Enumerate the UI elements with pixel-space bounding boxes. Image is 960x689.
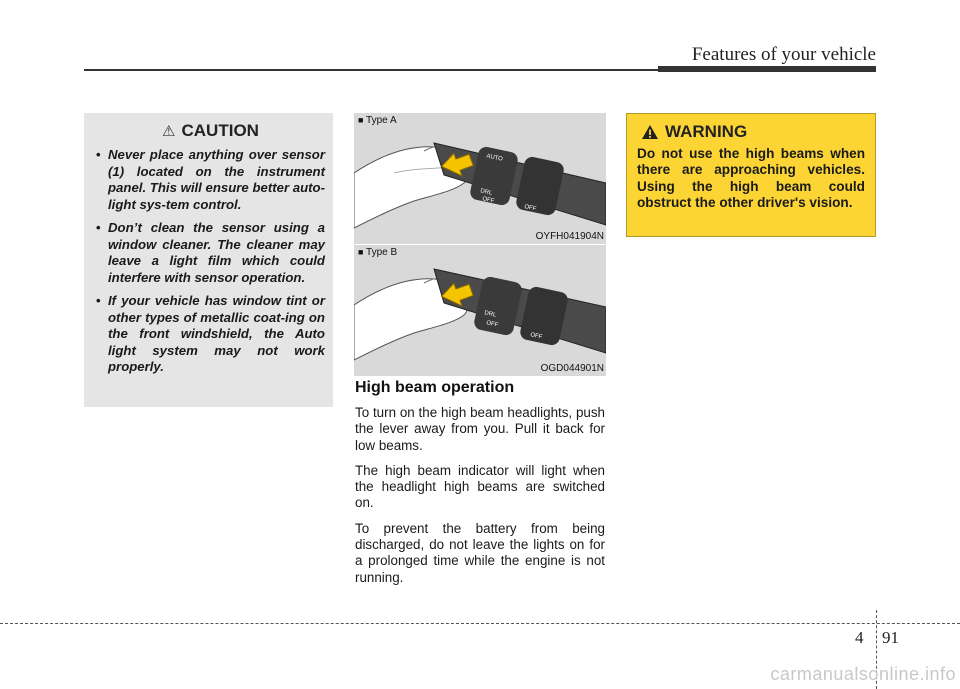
watermark: carmanualsonline.info xyxy=(770,664,956,684)
lever-illustration-b xyxy=(354,245,606,376)
body-paragraph: To turn on the high beam headlights, push the lever away from you. Pull it back for low beams. xyxy=(355,405,605,453)
lever-label: DRL xyxy=(483,310,497,319)
figure-type-a xyxy=(354,113,606,244)
warning-header xyxy=(641,122,865,142)
caution-label: CAUTION xyxy=(181,121,259,140)
figure-code: OGD044901N xyxy=(540,363,604,374)
caution-item: • Don’t clean the sensor using a window cleaner. The cleaner may leave a light film which could interfere with sensor operation. xyxy=(96,220,325,285)
page-number: 91 xyxy=(882,628,899,647)
lever-illustration-a xyxy=(354,113,606,244)
chapter-number: 4 xyxy=(855,628,864,647)
body-paragraph: To prevent the battery from being discharged, do not leave the lights on for a prolonged time while the engine is not running. xyxy=(355,520,605,585)
section-title: High beam operation xyxy=(355,379,515,396)
caution-item: • If your vehicle has window tint or other types of metallic coat-ing on the front windshield, the Auto light system may not work properly. xyxy=(96,293,325,374)
warning-label: WARNING xyxy=(665,122,748,141)
caution-box xyxy=(84,113,333,407)
header-rule-accent xyxy=(658,66,876,72)
header-title: Features of your vehicle xyxy=(691,44,876,65)
figure-type-label: ■ Type A xyxy=(358,115,397,126)
lever-label: OFF xyxy=(485,320,499,329)
warning-box xyxy=(626,113,876,237)
caution-item: • Never place anything over sensor (1) located on the instrument panel. This will ensure better auto-light sys-tem control. xyxy=(96,147,325,212)
caution-triangle-icon: ⚠ xyxy=(162,123,176,140)
caution-header xyxy=(96,121,325,141)
footer-rule xyxy=(0,623,960,624)
lever-label: OFF xyxy=(529,332,543,341)
warning-text: Do not use the high beams when there are approaching vehicles. Using the high beam could obstruct the other driver's vision. xyxy=(637,146,865,211)
warning-triangle-icon xyxy=(641,124,659,140)
figure-type-label: ■ Type B xyxy=(358,247,398,258)
figure-code: OYFH041904N xyxy=(535,231,604,242)
figure-type-b xyxy=(354,245,606,376)
body-paragraph: The high beam indicator will light when the headlight high beams are switched on. xyxy=(355,462,605,511)
lever-label: OFF xyxy=(523,204,537,213)
caution-list xyxy=(96,147,325,376)
lever-label: AUTO xyxy=(485,153,504,163)
lever-label: DRL xyxy=(479,188,493,197)
lever-label: OFF xyxy=(481,196,495,205)
section-body xyxy=(355,405,605,595)
